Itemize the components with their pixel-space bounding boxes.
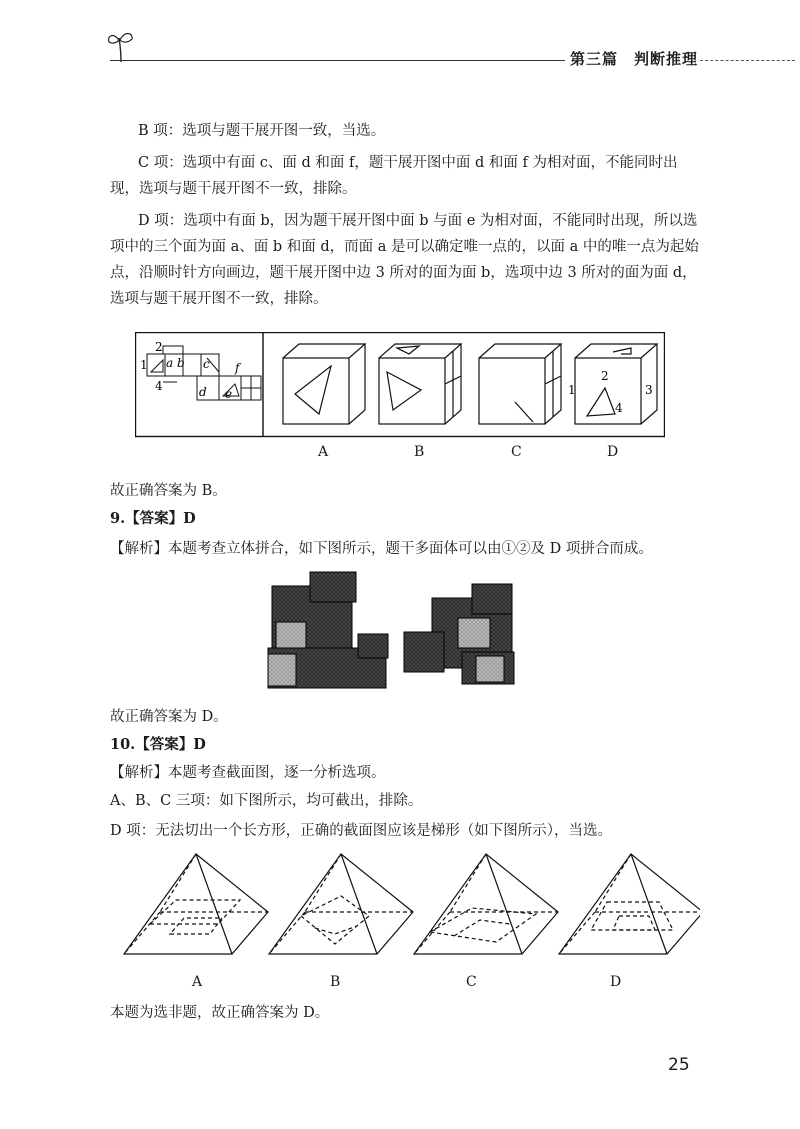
net-label-c: c bbox=[203, 357, 210, 371]
q8-option-label-d: D bbox=[607, 444, 619, 460]
pyramid-option-c bbox=[414, 854, 558, 954]
cube-option-c bbox=[479, 344, 561, 424]
q8-option-label-c: C bbox=[511, 444, 522, 460]
cube-d-edge-2: 2 bbox=[601, 369, 609, 383]
q9-answer: 9.【答案】D bbox=[110, 510, 196, 527]
pyramid-section-figure bbox=[120, 850, 700, 960]
cube-d-edge-3: 3 bbox=[645, 383, 653, 397]
cube-net-figure bbox=[135, 332, 665, 440]
cube-d-edge-1: 1 bbox=[568, 383, 576, 397]
header-rule bbox=[110, 60, 565, 61]
q8-option-label-a: A bbox=[318, 444, 329, 460]
cube-option-a bbox=[283, 344, 365, 424]
cube-d-edge-4: 4 bbox=[615, 401, 623, 415]
q10-option-label-a: A bbox=[192, 974, 203, 990]
q9-solid-assembly-figure bbox=[262, 568, 532, 692]
q10-analysis: 【解析】本题考查截面图，逐一分析选项。 bbox=[110, 765, 386, 781]
q9-conclusion: 故正确答案为 D。 bbox=[110, 709, 228, 725]
q10-abc-text: A、B、C 三项：如下图所示，均可截出，排除。 bbox=[110, 793, 423, 809]
net-label-b: b bbox=[177, 356, 185, 370]
net-label-2: 2 bbox=[155, 340, 163, 354]
section-title: 第三篇 判断推理 bbox=[570, 50, 699, 68]
q10-option-label-d: D bbox=[610, 974, 622, 990]
q8-option-d-text: D 项：选项中有面 b，因为题干展开图中面 b 与面 e 为相对面，不能同时出现，所以选项中的三个面为面 a、面 b 和面 d，而面 a 是可以确定唯一点的，以面 a 中的唯一点为起始点，沿顺时针方向画边，题干展开图中边 3 所对的面为面 b，选项中边 3 所对的面为面 d，选项与题干展开图不一致，排除。 bbox=[110, 213, 699, 307]
pyramid-option-d bbox=[559, 854, 700, 954]
q10-answer: 10.【答案】D bbox=[110, 736, 206, 753]
header-rule-dashed bbox=[700, 60, 795, 61]
q10-option-label-b: B bbox=[330, 974, 341, 990]
sprout-logo-icon bbox=[106, 28, 136, 64]
q8-conclusion: 故正确答案为 B。 bbox=[110, 483, 227, 499]
net-label-f: f bbox=[235, 361, 240, 375]
net-label-d: d bbox=[199, 385, 207, 399]
pyramid-option-b bbox=[269, 854, 413, 954]
net-label-e: e bbox=[225, 387, 233, 401]
q10-conclusion: 本题为选非题，故正确答案为 D。 bbox=[110, 1005, 330, 1021]
net-label-1: 1 bbox=[140, 358, 148, 372]
cube-option-b bbox=[379, 344, 461, 424]
q8-option-b-text: B 项：选项与题干展开图一致，当选。 bbox=[138, 123, 386, 139]
q8-option-c-text: C 项：选项中有面 c、面 d 和面 f，题干展开图中面 d 和面 f 为相对面，不能同时出现，选项与题干展开图不一致，排除。 bbox=[110, 155, 678, 197]
solid-right bbox=[404, 584, 514, 684]
q9-analysis: 【解析】本题考查立体拼合，如下图所示，题干多面体可以由①②及 D 项拼合而成。 bbox=[110, 541, 653, 557]
q10-d-text: D 项：无法切出一个长方形，正确的截面图应该是梯形（如下图所示），当选。 bbox=[110, 823, 612, 839]
page-number: 25 bbox=[668, 1055, 690, 1075]
net-label-a: a bbox=[166, 356, 174, 370]
net-label-4: 4 bbox=[155, 379, 163, 393]
solid-left bbox=[268, 572, 388, 688]
q10-option-label-c: C bbox=[466, 974, 477, 990]
q8-option-label-b: B bbox=[414, 444, 425, 460]
pyramid-option-a bbox=[124, 854, 268, 954]
